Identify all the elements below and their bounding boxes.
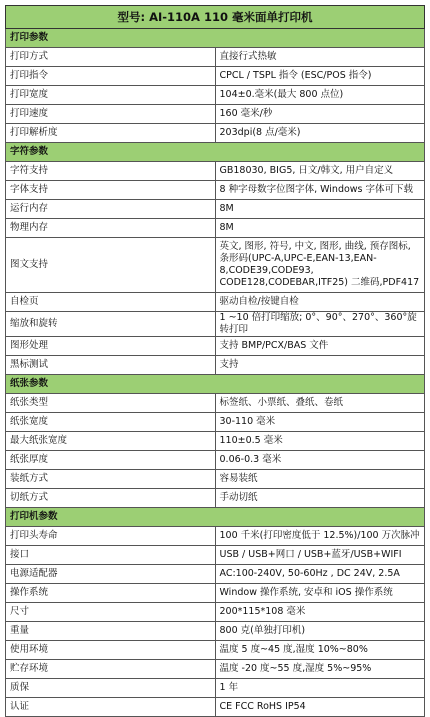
spec-row	[6, 641, 425, 660]
spec-label: 图形处理	[6, 337, 216, 356]
spec-row	[6, 356, 425, 375]
spec-value: 手动切纸	[215, 489, 425, 508]
spec-row	[6, 565, 425, 584]
section-header-row	[6, 143, 425, 162]
spec-value: 1 ~10 倍打印缩放; 0°、90°、270°、360°旋转打印	[215, 312, 425, 337]
spec-row	[6, 603, 425, 622]
spec-label: 重量	[6, 622, 216, 641]
spec-row	[6, 293, 425, 312]
spec-row	[6, 48, 425, 67]
spec-row	[6, 337, 425, 356]
spec-value: CPCL / TSPL 指令 (ESC/POS 指令)	[215, 67, 425, 86]
spec-label: 纸张类型	[6, 394, 216, 413]
spec-label: 纸张厚度	[6, 451, 216, 470]
spec-label: 缩放和旋转	[6, 312, 216, 337]
spec-label: 打印指令	[6, 67, 216, 86]
spec-value: 0.06-0.3 毫米	[215, 451, 425, 470]
spec-value: 110±0.5 毫米	[215, 432, 425, 451]
spec-value: 104±0.毫米(最大 800 点位)	[215, 86, 425, 105]
spec-value: 标签纸、小票纸、叠纸、卷纸	[215, 394, 425, 413]
spec-row	[6, 105, 425, 124]
spec-label: 接口	[6, 546, 216, 565]
spec-row	[6, 394, 425, 413]
spec-label: 纸张宽度	[6, 413, 216, 432]
spec-value: 温度 -20 度~55 度,湿度 5%~95%	[215, 660, 425, 679]
spec-value: USB / USB+网口 / USB+蓝牙/USB+WIFI	[215, 546, 425, 565]
spec-label: 字体支持	[6, 181, 216, 200]
section-heading: 字符参数	[6, 143, 425, 162]
spec-label: 质保	[6, 679, 216, 698]
title-row	[6, 6, 425, 29]
section-heading: 纸张参数	[6, 375, 425, 394]
spec-value: CE FCC RoHS IP54	[215, 698, 425, 717]
spec-row	[6, 219, 425, 238]
spec-value: 8M	[215, 200, 425, 219]
spec-sheet	[5, 5, 425, 717]
spec-value: 容易装纸	[215, 470, 425, 489]
section-header-row	[6, 508, 425, 527]
spec-label: 图文支持	[6, 238, 216, 293]
spec-value: 160 毫米/秒	[215, 105, 425, 124]
spec-label: 打印解析度	[6, 124, 216, 143]
spec-label: 运行内存	[6, 200, 216, 219]
page-title: 型号: AI-110A 110 毫米面单打印机	[6, 6, 425, 29]
spec-label: 尺寸	[6, 603, 216, 622]
spec-row	[6, 238, 425, 293]
spec-row	[6, 622, 425, 641]
spec-label: 打印方式	[6, 48, 216, 67]
spec-label: 贮存环境	[6, 660, 216, 679]
spec-row	[6, 86, 425, 105]
spec-label: 打印宽度	[6, 86, 216, 105]
spec-row	[6, 451, 425, 470]
spec-label: 自检页	[6, 293, 216, 312]
section-heading: 打印机参数	[6, 508, 425, 527]
spec-label: 打印速度	[6, 105, 216, 124]
spec-label: 打印头寿命	[6, 527, 216, 546]
spec-value: Window 操作系统, 安卓和 iOS 操作系统	[215, 584, 425, 603]
spec-row	[6, 584, 425, 603]
section-header-row	[6, 29, 425, 48]
spec-row	[6, 181, 425, 200]
spec-row	[6, 679, 425, 698]
spec-value: 800 克(单独打印机)	[215, 622, 425, 641]
section-header-row	[6, 375, 425, 394]
spec-row	[6, 67, 425, 86]
spec-value: 直接行式热敏	[215, 48, 425, 67]
spec-value: 100 千米(打印密度低于 12.5%)/100 万次脉冲	[215, 527, 425, 546]
spec-value: 8M	[215, 219, 425, 238]
spec-value: 200*115*108 毫米	[215, 603, 425, 622]
spec-value: 温度 5 度~45 度,湿度 10%~80%	[215, 641, 425, 660]
spec-value: 1 年	[215, 679, 425, 698]
spec-value: 支持	[215, 356, 425, 375]
spec-value: 30-110 毫米	[215, 413, 425, 432]
spec-label: 字符支持	[6, 162, 216, 181]
spec-row	[6, 162, 425, 181]
spec-row	[6, 489, 425, 508]
spec-row	[6, 698, 425, 717]
spec-value: 8 种字母数字位图字体, Windows 字体可下载	[215, 181, 425, 200]
spec-row	[6, 546, 425, 565]
spec-row	[6, 432, 425, 451]
spec-value: GB18030, BIG5, 日文/韩文, 用户自定义	[215, 162, 425, 181]
spec-label: 电源适配器	[6, 565, 216, 584]
spec-label: 最大纸张宽度	[6, 432, 216, 451]
spec-row	[6, 527, 425, 546]
spec-label: 黑标测试	[6, 356, 216, 375]
spec-row	[6, 200, 425, 219]
spec-label: 装纸方式	[6, 470, 216, 489]
spec-label: 认证	[6, 698, 216, 717]
spec-table	[5, 5, 425, 717]
spec-label: 物理内存	[6, 219, 216, 238]
spec-row	[6, 312, 425, 337]
spec-label: 操作系统	[6, 584, 216, 603]
section-heading: 打印参数	[6, 29, 425, 48]
spec-label: 切纸方式	[6, 489, 216, 508]
spec-value: 支持 BMP/PCX/BAS 文件	[215, 337, 425, 356]
spec-row	[6, 124, 425, 143]
spec-row	[6, 413, 425, 432]
spec-label: 使用环境	[6, 641, 216, 660]
spec-row	[6, 660, 425, 679]
spec-row	[6, 470, 425, 489]
spec-value: AC:100-240V, 50-60Hz , DC 24V, 2.5A	[215, 565, 425, 584]
spec-value: 英文, 图形, 符号, 中文, 图形, 曲线, 预存图标, 条形码(UPC-A,UPC-E,EAN-13,EAN-8,CODE39,CODE93, CODE128,CODEBAR,ITF25) 二维码,PDF417	[215, 238, 425, 293]
spec-value: 驱动自检/按键自检	[215, 293, 425, 312]
spec-value: 203dpi(8 点/毫米)	[215, 124, 425, 143]
